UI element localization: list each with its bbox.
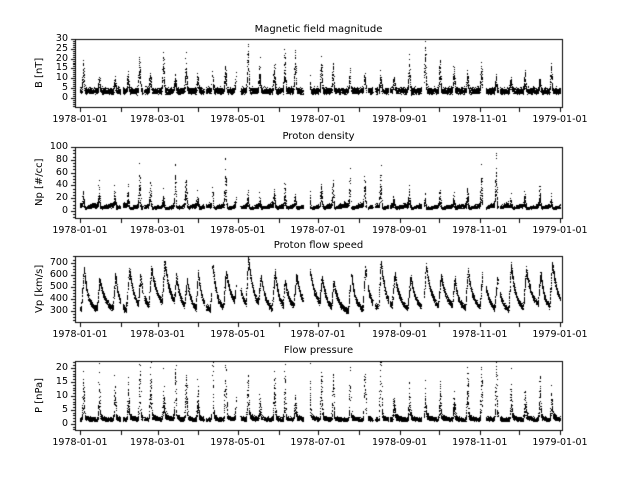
y-tick-label: 40 [55,179,68,190]
x-tick-label: 1978-05-01 [210,437,266,448]
x-tick-label: 1978-11-01 [452,437,508,448]
y-axis-label-b: B [nT] [34,57,45,89]
x-tick-label: 1979-01-01 [532,114,588,125]
x-tick-label: 1979-01-01 [532,437,588,448]
y-tick-label: 0 [61,92,68,103]
x-tick-label: 1978-09-01 [371,329,428,340]
y-tick-label: 0 [61,418,68,429]
x-tick-label: 1978-01-01 [52,329,108,340]
x-tick-label: 1978-03-01 [129,329,186,340]
x-tick-label: 1978-07-01 [290,114,346,125]
panel-title-proton-density: Proton density [282,131,355,142]
y-tick-label: 0 [61,205,68,216]
x-tick-label: 1978-05-01 [210,329,266,340]
y-tick-label: 5 [61,82,68,93]
y-axis-label-vp: Vp [km/s] [34,264,45,314]
x-tick-label: 1978-01-01 [52,114,108,125]
x-tick-label: 1978-03-01 [129,437,186,448]
y-tick-label: 10 [55,390,68,401]
x-tick-label: 1978-01-01 [52,225,108,236]
x-tick-label: 1978-05-01 [210,225,266,236]
x-tick-label: 1978-03-01 [129,114,186,125]
x-tick-label: 1978-07-01 [290,437,346,448]
y-tick-label: 30 [55,33,68,44]
y-tick-label: 20 [55,362,68,373]
y-tick-label: 400 [49,293,68,304]
y-tick-label: 25 [55,43,68,54]
y-tick-label: 300 [49,305,68,316]
y-tick-label: 60 [55,167,68,178]
x-tick-label: 1978-11-01 [452,114,508,125]
panel-title-flow-pressure: Flow pressure [283,345,354,356]
y-tick-label: 15 [55,62,68,73]
panel-title-proton-flow-speed: Proton flow speed [273,240,364,251]
y-tick-label: 700 [49,257,68,268]
x-tick-label: 1978-07-01 [290,329,346,340]
panel-title-magnetic-field: Magnetic field magnitude [254,24,383,35]
x-tick-label: 1978-09-01 [371,437,428,448]
x-tick-label: 1978-11-01 [452,225,508,236]
y-axis-label-p: P [nPa] [34,377,45,414]
y-tick-label: 80 [55,154,68,165]
x-tick-label: 1978-07-01 [290,225,346,236]
y-tick-label: 500 [49,281,68,292]
x-tick-label: 1978-03-01 [129,225,186,236]
x-tick-label: 1978-09-01 [371,225,428,236]
y-tick-label: 20 [55,53,68,64]
y-tick-label: 5 [61,404,68,415]
x-tick-label: 1978-09-01 [371,114,428,125]
y-axis-label-np: Np [#/cc] [34,158,45,207]
x-tick-label: 1978-05-01 [210,114,266,125]
y-tick-label: 20 [55,192,68,203]
y-tick-label: 100 [49,141,68,152]
x-tick-label: 1979-01-01 [532,225,588,236]
y-tick-label: 10 [55,72,68,83]
y-tick-label: 15 [55,376,68,387]
x-tick-label: 1978-01-01 [52,437,108,448]
y-tick-label: 600 [49,269,68,280]
x-tick-label: 1978-11-01 [452,329,508,340]
x-tick-label: 1979-01-01 [532,329,588,340]
